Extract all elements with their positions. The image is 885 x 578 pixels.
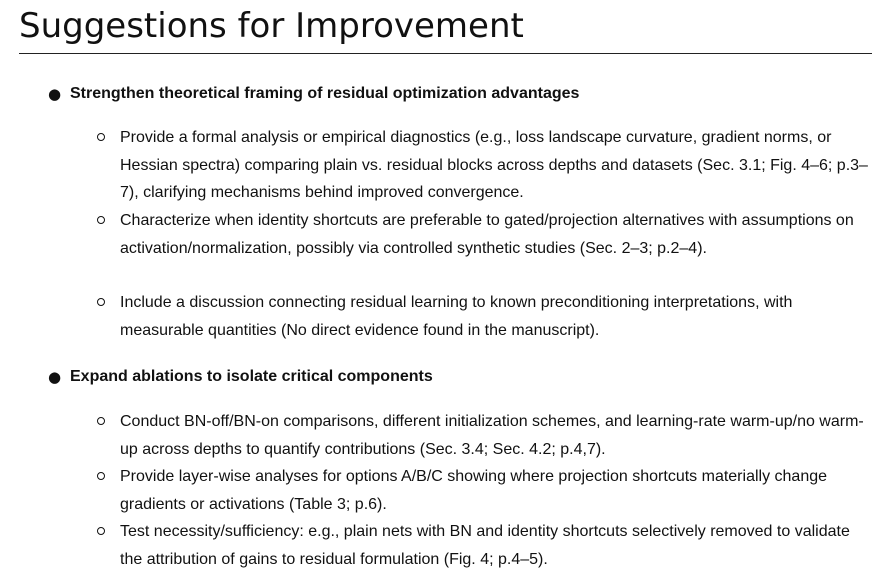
bullet-circle-icon <box>97 417 105 425</box>
page-title: Suggestions for Improvement <box>19 6 524 46</box>
title-divider <box>19 53 872 54</box>
section-heading: Expand ablations to isolate critical components <box>70 368 433 385</box>
bullet-disc-icon: ● <box>48 85 62 103</box>
list-item-text: Test necessity/sufficiency: e.g., plain nets with BN and identity shortcuts selectively removed to validate the attribution of gains to residual formulation (Fig. 4; p.4–5). <box>120 523 850 568</box>
list-item-text: Conduct BN-off/BN-on comparisons, different initialization schemes, and learning-rate warm-up/no warm-up across depths to quantify contributions (Sec. 3.4; Sec. 4.2; p.4,7). <box>120 413 864 458</box>
list-item-text: Provide layer-wise analyses for options A/B/C showing where projection shortcuts materially change gradients or activations (Table 3; p.6). <box>120 468 828 513</box>
list-item-text: Provide a formal analysis or empirical diagnostics (e.g., loss landscape curvature, gradient norms, or Hessian spectra) comparing plain vs. residual blocks across depths and datasets (Sec. 3.1; Fig. 4–6; p.3–7), clarifying mechanisms behind improved convergence. <box>120 129 868 201</box>
bullet-circle-icon <box>97 527 105 535</box>
bullet-circle-icon <box>97 298 105 306</box>
list-item-text: Include a discussion connecting residual learning to known preconditioning interpretations, with measurable quantities (No direct evidence found in the manuscript). <box>120 294 793 339</box>
bullet-circle-icon <box>97 216 105 224</box>
bullet-disc-icon: ● <box>48 368 62 386</box>
section-heading: Strengthen theoretical framing of residual optimization advantages <box>70 85 580 102</box>
bullet-circle-icon <box>97 133 105 141</box>
bullet-circle-icon <box>97 472 105 480</box>
list-item-text: Characterize when identity shortcuts are preferable to gated/projection alternatives with assumptions on activation/normalization, possibly via controlled synthetic studies (Sec. 2–3; p.2–4). <box>120 212 854 257</box>
